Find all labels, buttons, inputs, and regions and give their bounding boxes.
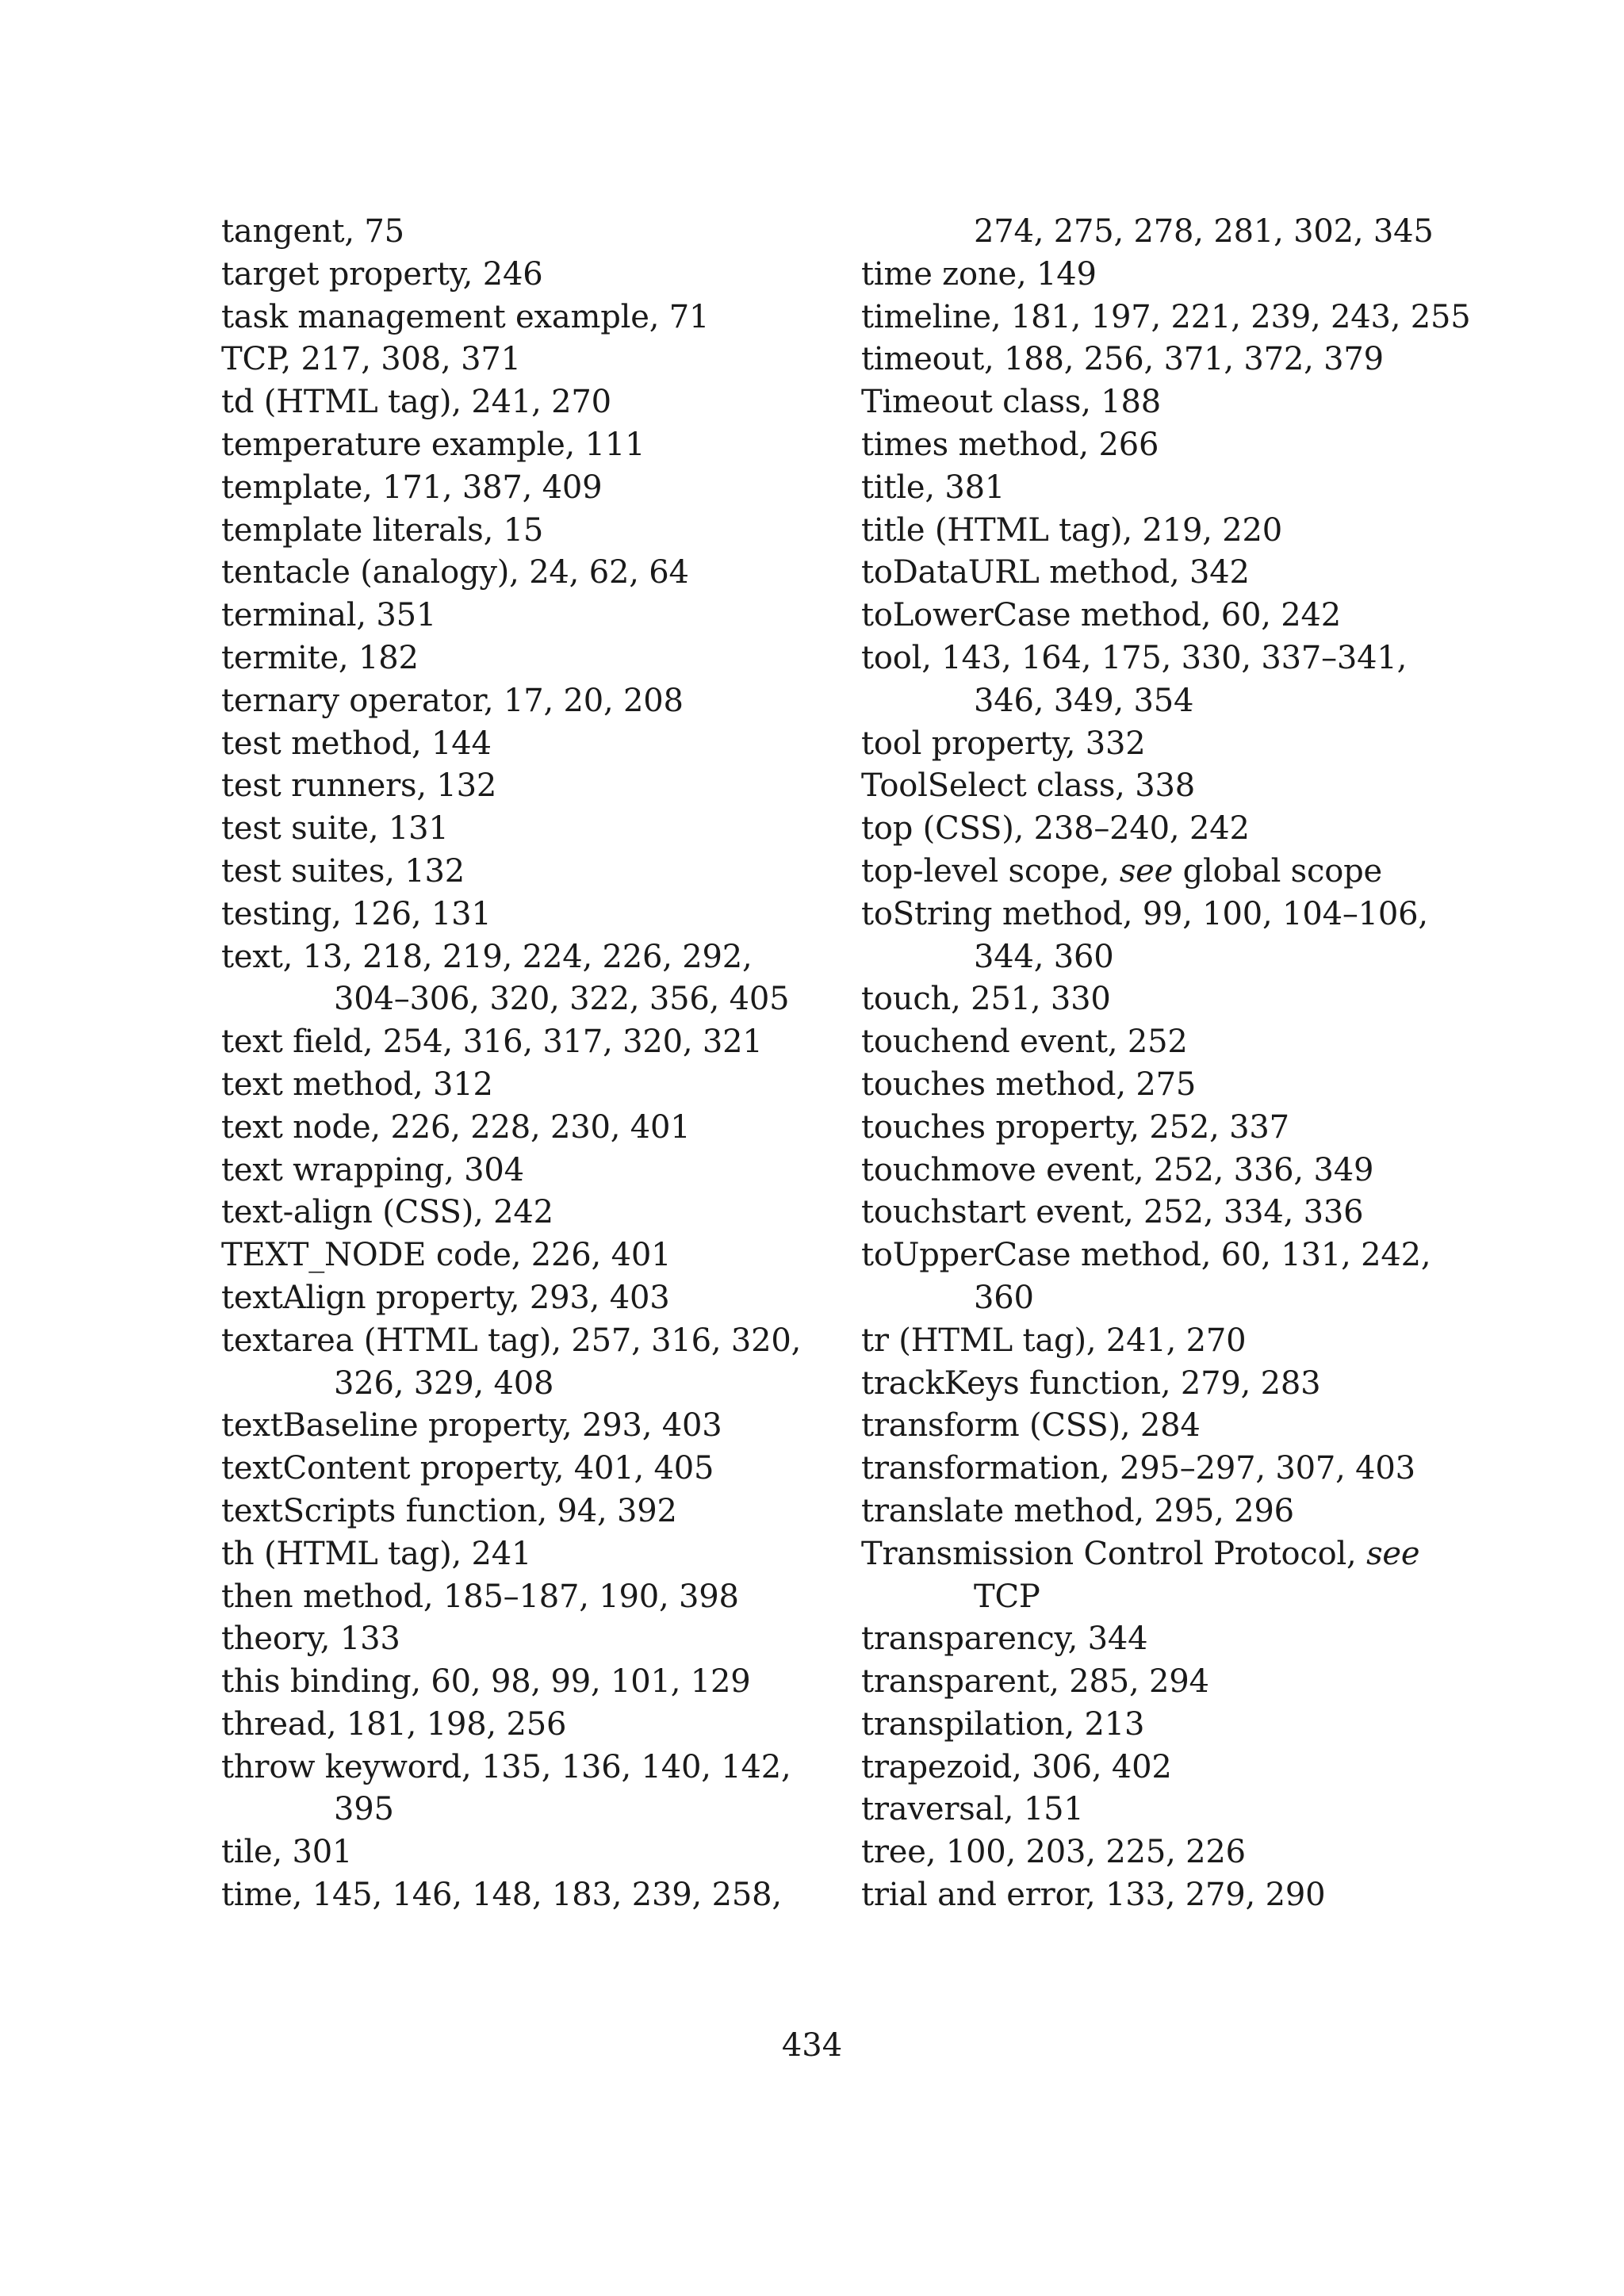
- index-entry: [221, 510, 776, 553]
- index-entry-text: transformation, 295–297, 307, 403: [861, 1450, 1415, 1487]
- index-column-left: [221, 211, 802, 1917]
- index-entry-text: td (HTML tag), 241, 270: [221, 384, 611, 421]
- index-entry-continuation: [861, 936, 1416, 979]
- index-entry-text: title (HTML tag), 219, 220: [861, 511, 1283, 549]
- index-entry-continuation: [861, 1277, 1416, 1320]
- index-entry-text: TCP: [974, 1578, 1040, 1615]
- index-entry: [861, 1789, 1416, 1831]
- index-entry-text: temperature example, 111: [221, 426, 645, 463]
- index-entry-text: textBaseline property, 293, 403: [221, 1407, 722, 1445]
- index-entry-text: transform (CSS), 284: [861, 1407, 1201, 1445]
- index-entry: [221, 1234, 776, 1277]
- index-entry: [861, 424, 1416, 467]
- index-entry-text: touches property, 252, 337: [861, 1108, 1289, 1146]
- index-entry: [221, 1576, 776, 1619]
- index-entry-text: terminal, 351: [221, 597, 437, 634]
- index-entry: [861, 552, 1416, 595]
- index-entry: [221, 1747, 791, 1789]
- index-entry-text: 304–306, 320, 322, 356, 405: [334, 981, 790, 1018]
- index-entry-text: top (CSS), 238–240, 242: [861, 810, 1250, 848]
- index-entry: [861, 1533, 1420, 1576]
- index-entry: [861, 851, 1416, 894]
- index-entry-text: tentacle (analogy), 24, 62, 64: [221, 554, 689, 591]
- index-entry-text: text node, 226, 228, 230, 401: [221, 1108, 691, 1146]
- index-entry: [221, 1831, 776, 1874]
- index-entry: [861, 339, 1416, 381]
- index-entry: [861, 765, 1416, 808]
- index-entry: [861, 1234, 1431, 1277]
- index-entry: [221, 637, 776, 680]
- index-entry-text: tile, 301: [221, 1834, 353, 1871]
- index-entry: [221, 680, 776, 723]
- index-entry: [861, 1192, 1416, 1234]
- index-entry-text: toLowerCase method, 60, 242: [861, 597, 1342, 634]
- index-entry: [861, 1618, 1416, 1661]
- index-entry: [221, 1618, 776, 1661]
- index-entry-text: transpilation, 213: [861, 1705, 1145, 1743]
- index-entry-text: testing, 126, 131: [221, 895, 492, 932]
- index-entry: [861, 1363, 1416, 1406]
- index-entry: [861, 1448, 1416, 1490]
- index-entry-text: textAlign property, 293, 403: [221, 1279, 670, 1316]
- index-entry: [221, 1533, 776, 1576]
- index-entry-text: touches method, 275: [861, 1066, 1197, 1103]
- index-entry-continuation: [861, 680, 1416, 723]
- index-entry-text: 326, 329, 408: [334, 1364, 554, 1402]
- index-entry-text: template, 171, 387, 409: [221, 469, 603, 506]
- index-entry-text: times method, 266: [861, 426, 1159, 463]
- index-entry: [221, 1277, 776, 1320]
- index-entry: [221, 595, 776, 637]
- index-entry-text: tree, 100, 203, 225, 226: [861, 1834, 1246, 1871]
- index-entry: [221, 1021, 776, 1064]
- index-entry: [861, 254, 1416, 297]
- index-entry-text: TEXT_NODE code, 226, 401: [221, 1237, 672, 1274]
- index-entry-text: touch, 251, 330: [861, 981, 1111, 1018]
- index-entry-text: test method, 144: [221, 725, 492, 762]
- index-entry-text: toString method, 99, 100, 104–106,: [861, 895, 1428, 932]
- index-entry: [861, 381, 1416, 424]
- index-entry: [861, 297, 1471, 339]
- index-entry-continuation: [861, 211, 1434, 254]
- see-reference: see: [1366, 1535, 1420, 1572]
- index-entry: [221, 1107, 776, 1150]
- index-entry: [861, 1874, 1416, 1917]
- index-entry: [221, 1704, 776, 1747]
- see-target: global scope: [1173, 852, 1382, 890]
- index-entry: [861, 808, 1416, 851]
- index-entry-text: 360: [974, 1279, 1034, 1316]
- index-entry-text: tool property, 332: [861, 725, 1146, 762]
- index-entry: [861, 894, 1428, 936]
- index-entry-text: text method, 312: [221, 1066, 493, 1103]
- index-entry: [221, 765, 776, 808]
- index-entry-text: 274, 275, 278, 281, 302, 345: [974, 213, 1434, 250]
- index-entry-text: text wrapping, 304: [221, 1151, 524, 1188]
- index-entry-text: throw keyword, 135, 136, 140, 142,: [221, 1748, 791, 1785]
- index-entry: [221, 1448, 776, 1490]
- index-entry-text: time zone, 149: [861, 255, 1097, 293]
- index-entry: [861, 1064, 1416, 1107]
- index-entry: [861, 978, 1416, 1021]
- index-entry: [221, 808, 776, 851]
- index-column-right: [861, 211, 1471, 1917]
- index-entry-text: toUpperCase method, 60, 131, 242,: [861, 1237, 1431, 1274]
- index-entry-text: trackKeys function, 279, 283: [861, 1364, 1321, 1402]
- index-entry-text: trapezoid, 306, 402: [861, 1748, 1172, 1785]
- index-entry-text: template literals, 15: [221, 511, 544, 549]
- index-entry: [861, 1831, 1416, 1874]
- index-entry-text: toDataURL method, 342: [861, 554, 1250, 591]
- index-entry: [221, 1405, 776, 1448]
- index-entry-text: time, 145, 146, 148, 183, 239, 258,: [221, 1877, 782, 1914]
- index-entry-text: th (HTML tag), 241: [221, 1535, 532, 1572]
- index-entry-text: TCP, 217, 308, 371: [221, 341, 521, 378]
- index-entry-text: translate method, 295, 296: [861, 1492, 1294, 1529]
- index-entry: [861, 1405, 1416, 1448]
- index-entry: [861, 510, 1416, 553]
- index-entry-text: textarea (HTML tag), 257, 316, 320,: [221, 1322, 802, 1359]
- index-entry-continuation: [221, 1789, 776, 1831]
- index-entry-text: touchstart event, 252, 334, 336: [861, 1194, 1364, 1231]
- index-entry-text: ternary operator, 17, 20, 208: [221, 682, 684, 719]
- index-entry-text: test runners, 132: [221, 767, 497, 805]
- index-entry-text: text, 13, 218, 219, 224, 226, 292,: [221, 938, 753, 975]
- index-entry-text: Timeout class, 188: [861, 384, 1161, 421]
- index-entry: [861, 595, 1416, 637]
- index-entry: [221, 1490, 776, 1533]
- index-entry-continuation: [861, 1576, 1416, 1619]
- index-entry: [221, 552, 776, 595]
- index-entry-continuation: [221, 1363, 776, 1406]
- index-entry: [221, 211, 776, 254]
- page-number: 434: [781, 2027, 843, 2064]
- index-entry-text: touchend event, 252: [861, 1024, 1188, 1061]
- index-entry: [221, 851, 776, 894]
- index-entry: [221, 1874, 782, 1917]
- index-entry-text: thread, 181, 198, 256: [221, 1705, 567, 1743]
- index-entry-text: then method, 185–187, 190, 398: [221, 1578, 739, 1615]
- index-entry: [221, 1661, 776, 1704]
- index-entry-text: textScripts function, 94, 392: [221, 1492, 677, 1529]
- index-entry: [221, 723, 776, 766]
- index-entry-text: ToolSelect class, 338: [861, 767, 1195, 805]
- index-entry-text: this binding, 60, 98, 99, 101, 129: [221, 1663, 751, 1701]
- index-entry-text: tangent, 75: [221, 213, 404, 250]
- index-entry: [861, 637, 1416, 680]
- index-entry: [221, 894, 776, 936]
- index-entry-text: traversal, 151: [861, 1791, 1084, 1828]
- index-entry: [221, 339, 776, 381]
- index-entry: [861, 723, 1416, 766]
- index-entry: [861, 1747, 1416, 1789]
- index-entry-text: termite, 182: [221, 639, 419, 676]
- index-entry-text: trial and error, 133, 279, 290: [861, 1877, 1326, 1914]
- index-entry: [221, 297, 776, 339]
- index-entry: [221, 1320, 802, 1363]
- index-entry-text: timeline, 181, 197, 221, 239, 243, 255: [861, 298, 1471, 335]
- index-entry-text: 346, 349, 354: [974, 682, 1194, 719]
- index-entry: [861, 1021, 1416, 1064]
- index-entry-text: transparency, 344: [861, 1621, 1148, 1658]
- index-entry-text: test suite, 131: [221, 810, 449, 848]
- index-entry-text: theory, 133: [221, 1621, 400, 1658]
- index-entry: [861, 1490, 1416, 1533]
- index-entry-text: tr (HTML tag), 241, 270: [861, 1322, 1247, 1359]
- index-entry-text: transparent, 285, 294: [861, 1663, 1209, 1701]
- index-entry-text: text field, 254, 316, 317, 320, 321: [221, 1024, 763, 1061]
- index-entry: [861, 1661, 1416, 1704]
- see-reference: see: [1119, 852, 1174, 890]
- index-entry: [221, 254, 776, 297]
- index-entry: [861, 1150, 1416, 1192]
- index-entry-text: tool, 143, 164, 175, 330, 337–341,: [861, 639, 1408, 676]
- index-entry: [221, 467, 776, 510]
- index-entry-text: timeout, 188, 256, 371, 372, 379: [861, 341, 1384, 378]
- index-entry-text: top-level scope,: [861, 852, 1120, 890]
- index-entry-text: touchmove event, 252, 336, 349: [861, 1151, 1374, 1188]
- index-entry: [221, 424, 776, 467]
- index-entry-text: 395: [334, 1791, 394, 1828]
- index-entry: [861, 1704, 1416, 1747]
- index-entry-text: Transmission Control Protocol,: [861, 1535, 1367, 1572]
- index-entry-text: 344, 360: [974, 938, 1114, 975]
- index-entry: [221, 936, 776, 979]
- index-entry: [221, 1064, 776, 1107]
- index-entry: [861, 1107, 1416, 1150]
- index-entry-text: text-align (CSS), 242: [221, 1194, 553, 1231]
- index-entry: [861, 467, 1416, 510]
- index-entry-text: test suites, 132: [221, 852, 465, 890]
- index-entry-text: task management example, 71: [221, 298, 710, 335]
- index-entry: [861, 1320, 1416, 1363]
- index-entry: [221, 1192, 776, 1234]
- index-entry-text: textContent property, 401, 405: [221, 1450, 714, 1487]
- index-entry-text: target property, 246: [221, 255, 543, 293]
- index-entry: [221, 381, 776, 424]
- index-entry-continuation: [221, 978, 790, 1021]
- index-entry: [221, 1150, 776, 1192]
- index-entry-text: title, 381: [861, 469, 1005, 506]
